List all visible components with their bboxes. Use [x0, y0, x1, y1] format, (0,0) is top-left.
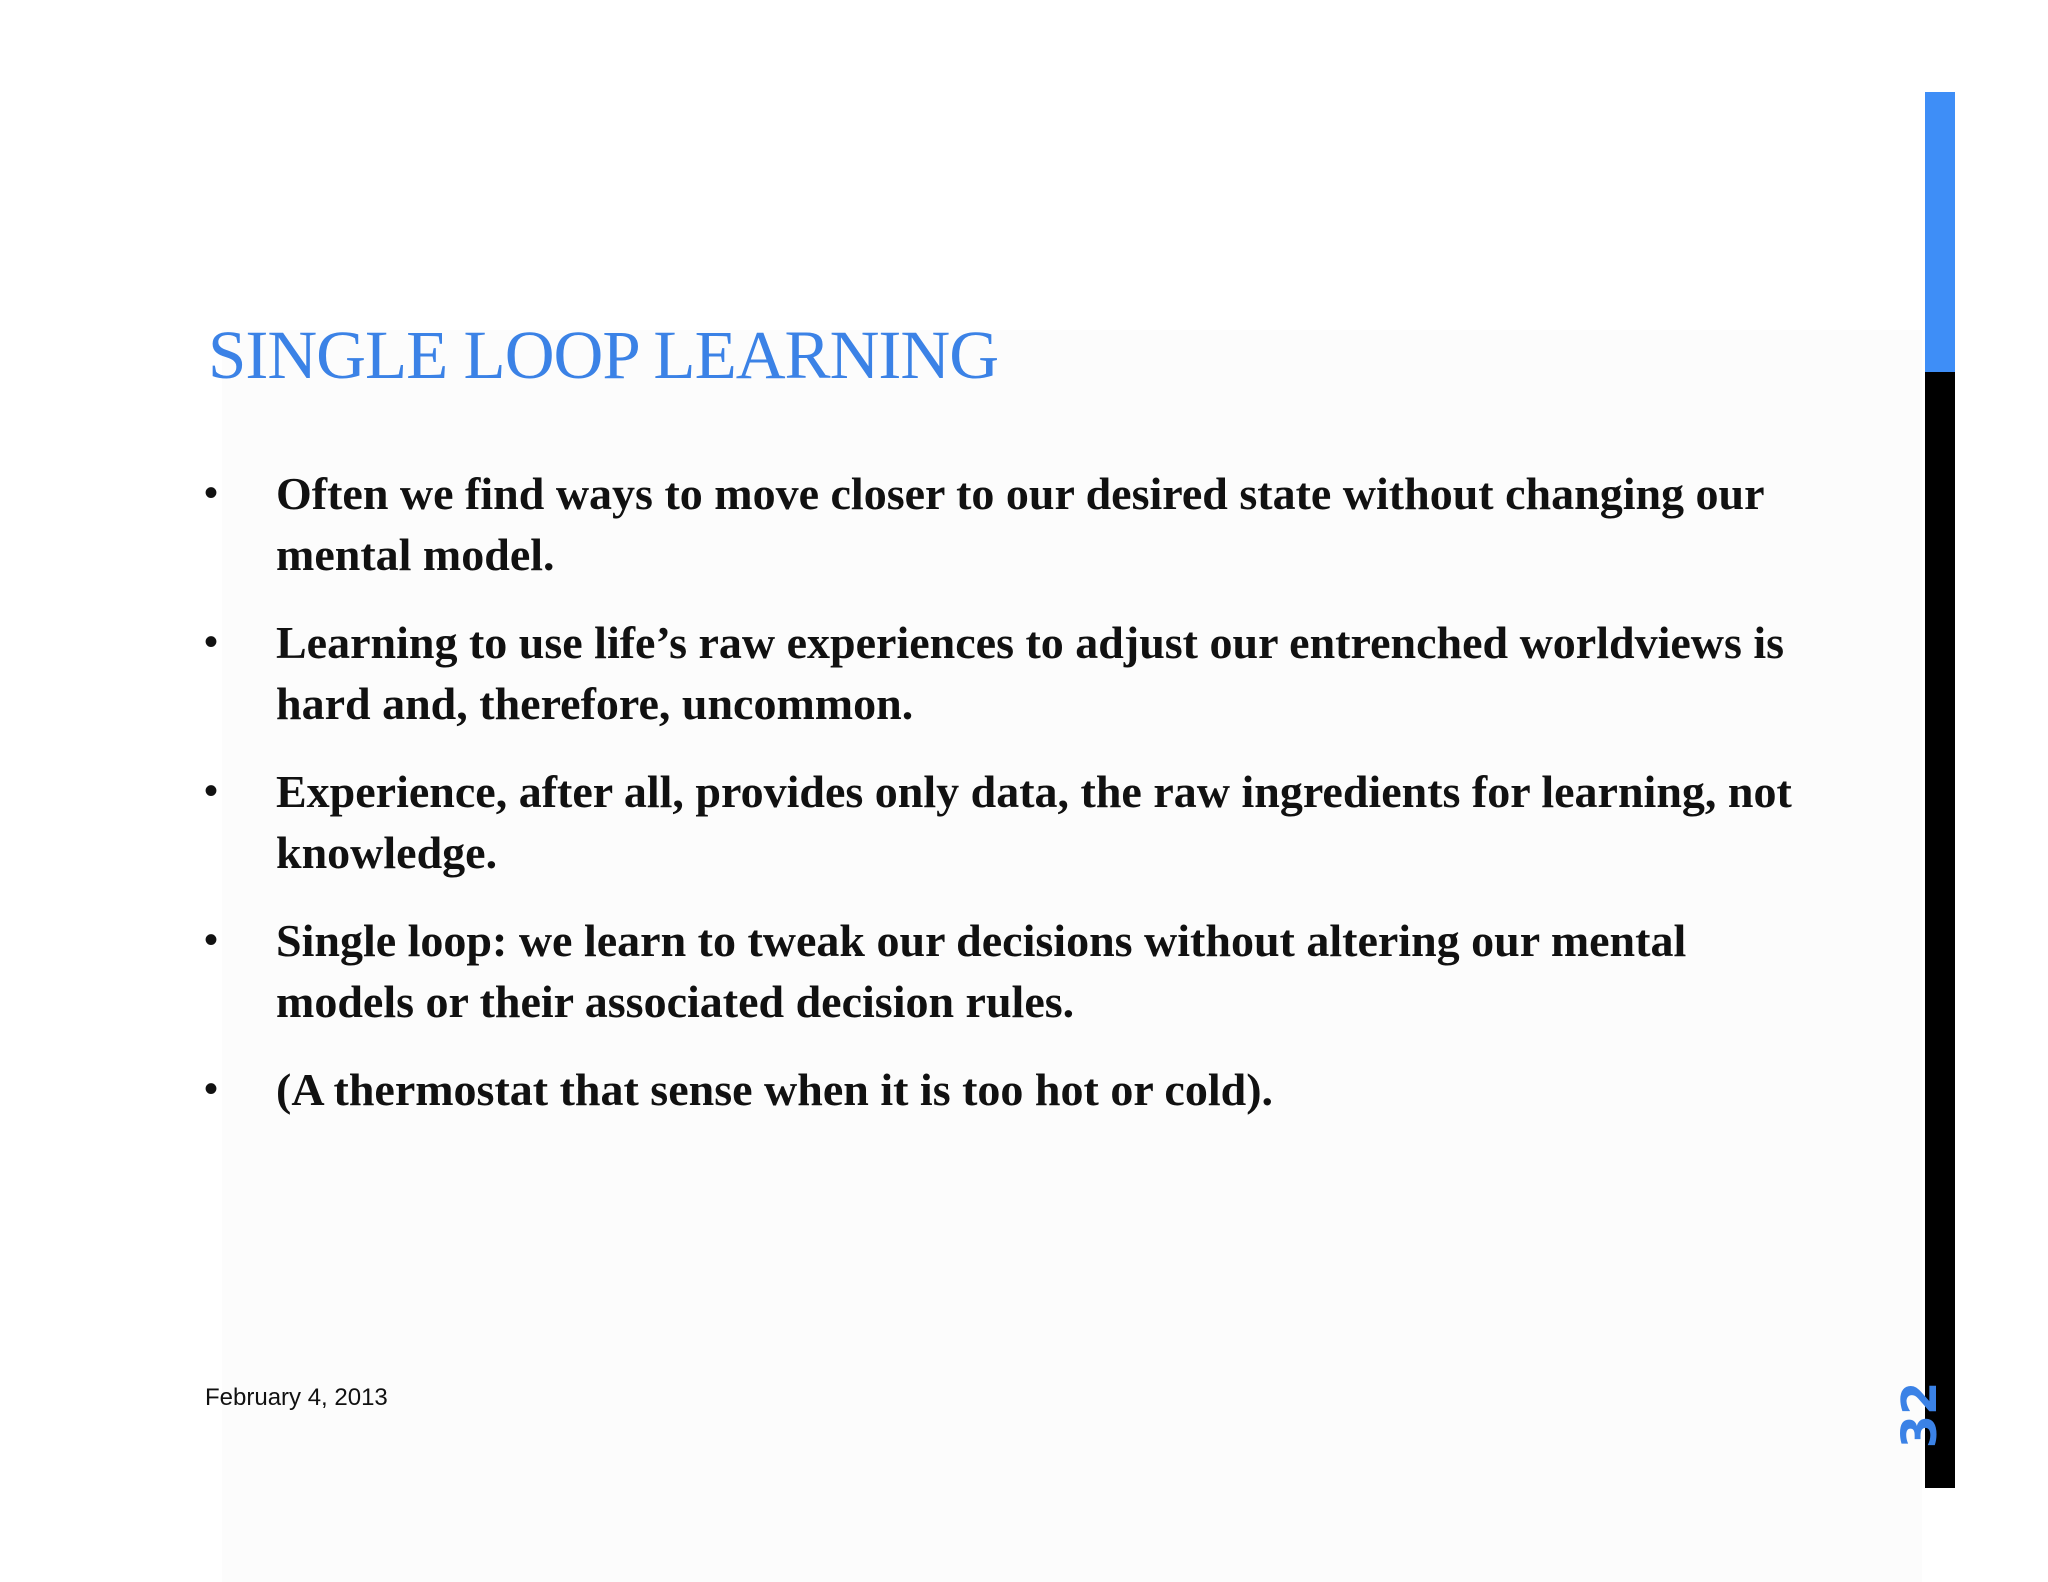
- side-accent-bar-blue: [1925, 92, 1955, 372]
- bullet-item: [200, 1059, 1800, 1120]
- bullet-marker: •: [204, 1067, 219, 1111]
- footer-date: February 4, 2013: [205, 1384, 388, 1411]
- side-accent-bar-black: [1925, 372, 1955, 1488]
- bullet-marker: •: [204, 471, 219, 515]
- bullet-text: Experience, after all, provides only data, the raw ingredients for learning, not knowledge.: [276, 766, 1792, 878]
- bullet-marker: •: [204, 620, 219, 664]
- bullet-text: Often we find ways to move closer to our desired state without changing our mental model.: [276, 468, 1764, 580]
- bullet-marker: •: [204, 769, 219, 813]
- bullet-item: [200, 463, 1800, 585]
- slide-title: SINGLE LOOP LEARNING: [208, 317, 999, 393]
- bullet-item: [200, 761, 1800, 883]
- bullet-marker: •: [204, 918, 219, 962]
- bullet-item: [200, 910, 1800, 1032]
- bullet-text: Learning to use life’s raw experiences to adjust our entrenched worldviews is hard and, therefore, uncommon.: [276, 617, 1785, 729]
- bullet-text: Single loop: we learn to tweak our decisions without altering our mental models or their associated decision rules.: [276, 915, 1687, 1027]
- bullet-text: (A thermostat that sense when it is too hot or cold).: [276, 1064, 1274, 1115]
- page-number: 32: [1892, 1381, 1948, 1449]
- bullet-item: [200, 612, 1800, 734]
- bullet-list: [200, 463, 1800, 1147]
